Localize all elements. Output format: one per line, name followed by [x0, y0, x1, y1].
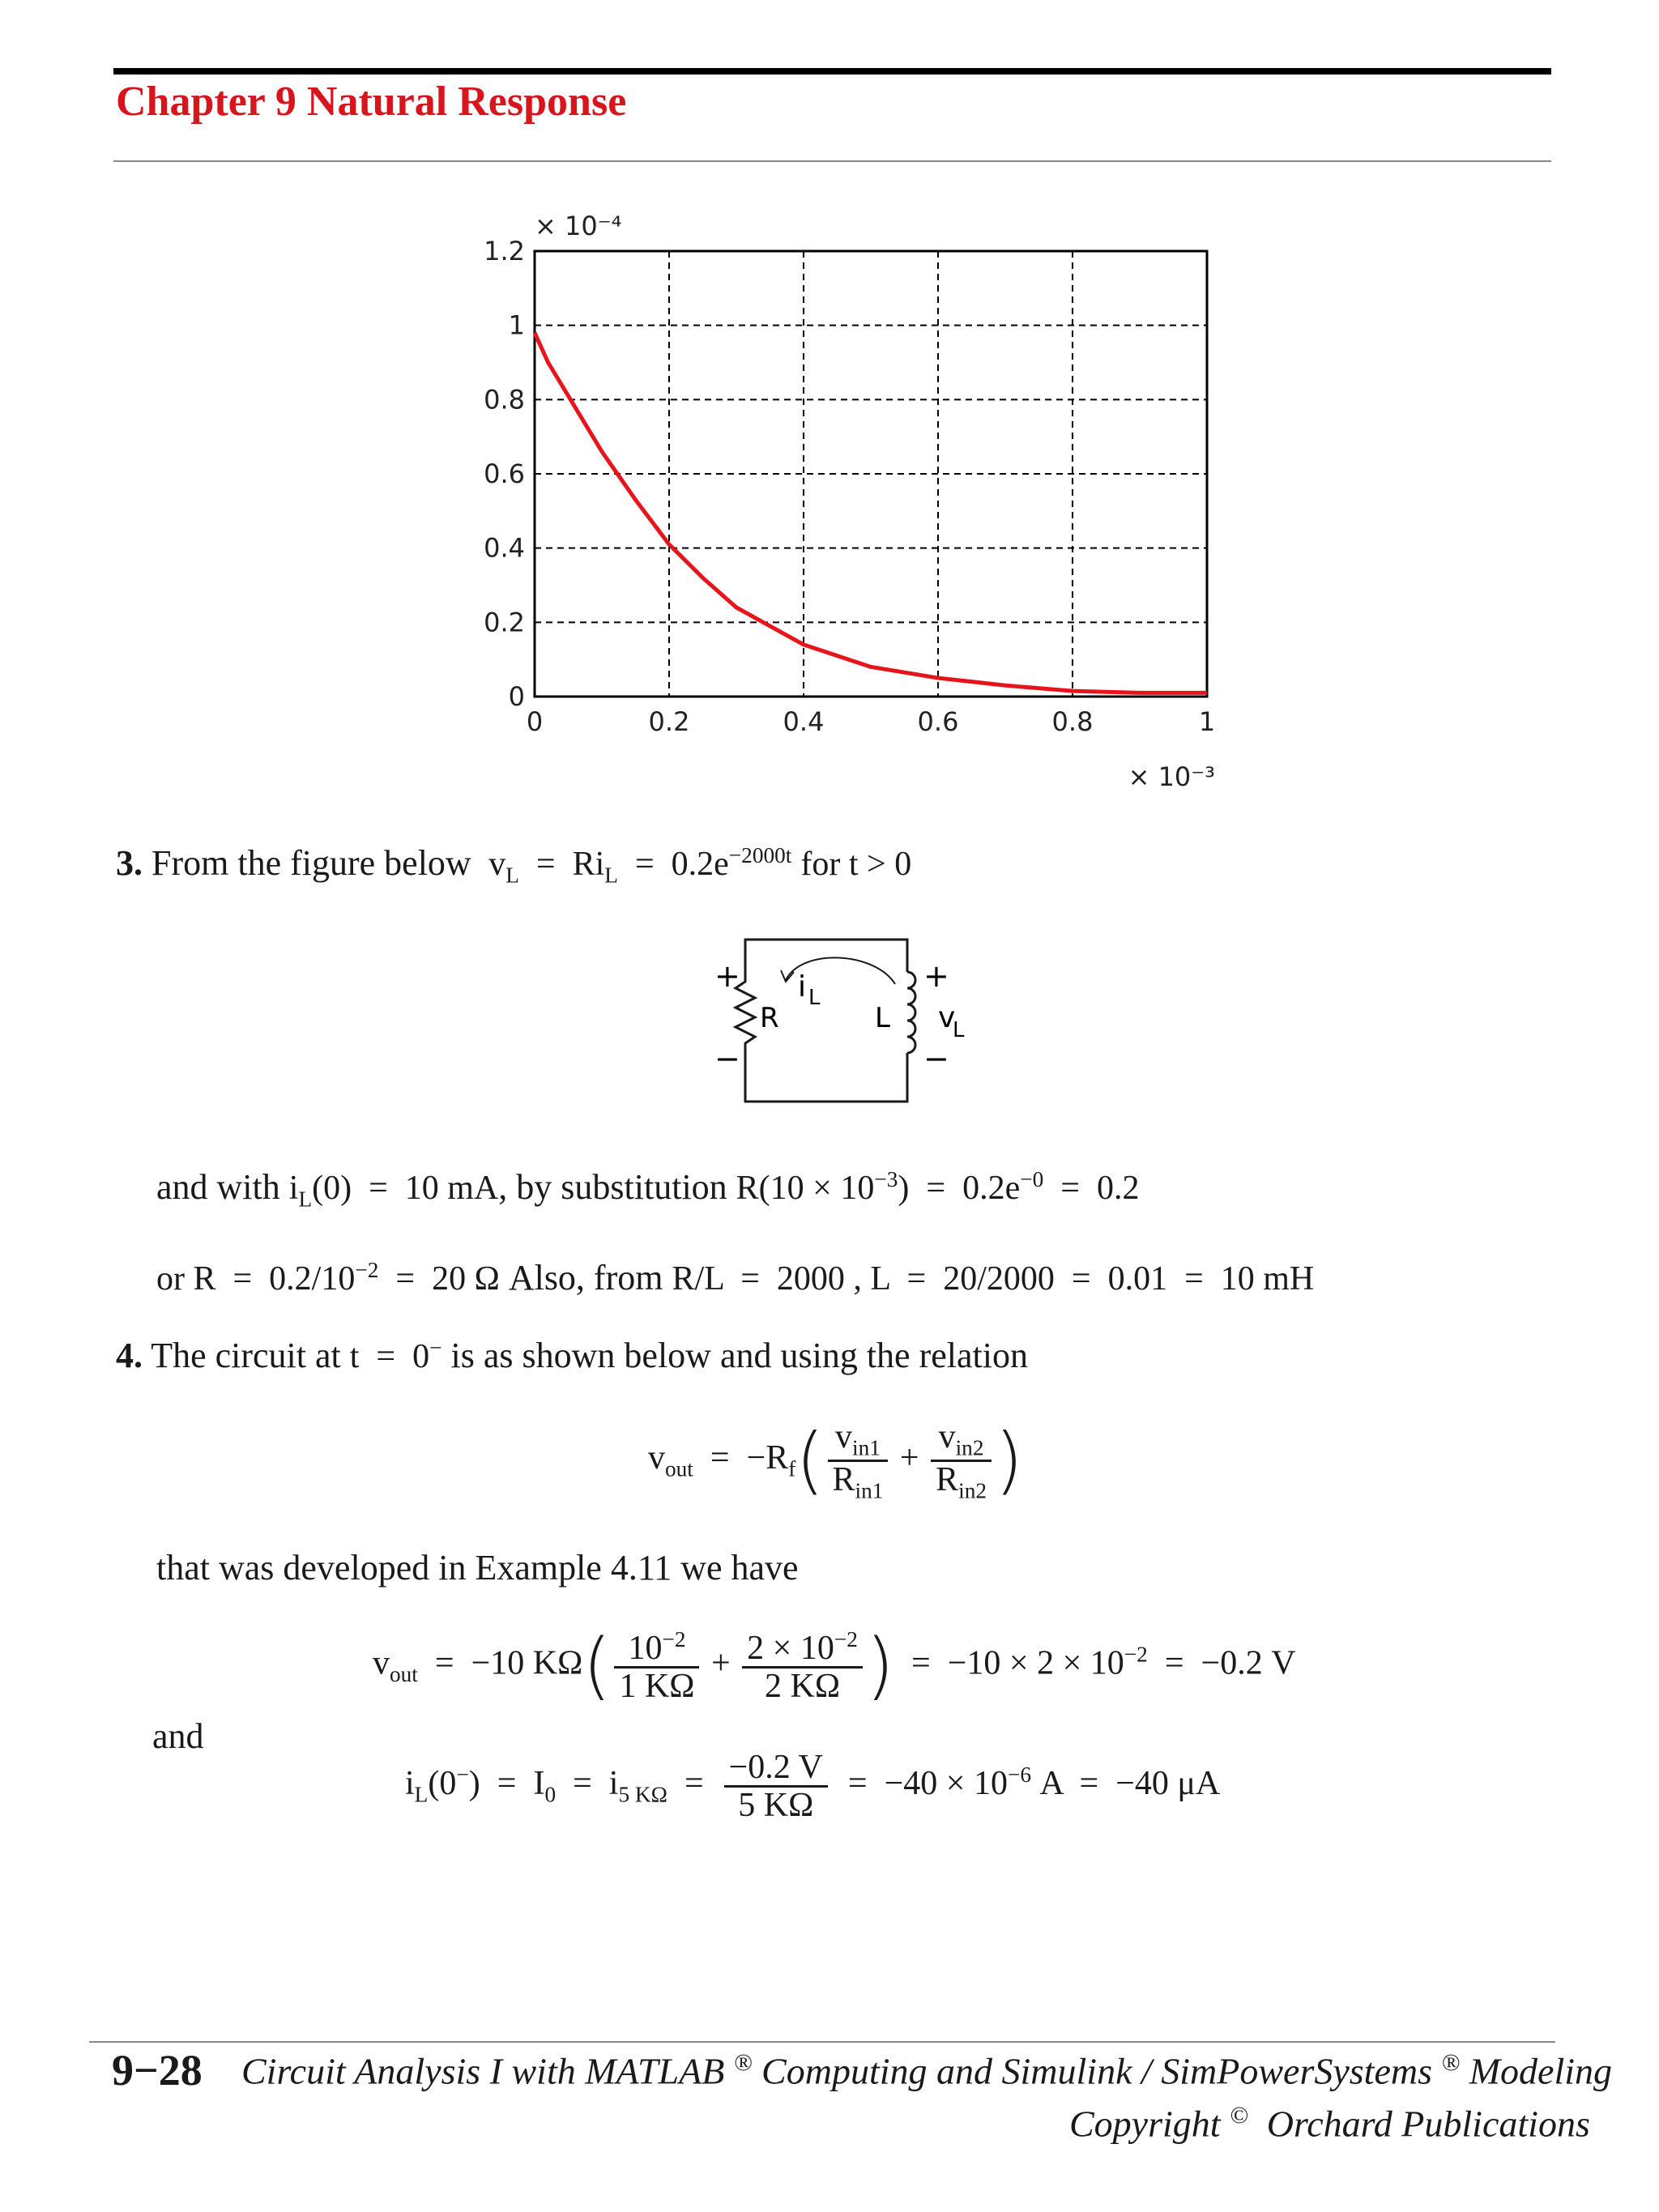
with-text: and with — [156, 1167, 280, 1207]
header-divider — [113, 160, 1551, 162]
y-multiplier-label: × 10⁻⁴ — [535, 211, 622, 241]
y-tick-label: 1.2 — [484, 236, 525, 266]
example-note: that was developed in Example 4.11 we have — [156, 1548, 799, 1588]
top-rule — [113, 68, 1551, 75]
plus-right: + — [923, 958, 949, 994]
substitution-equation: $R(10 \times 10^{-3}) = 0.2e^{-0} = 0.2$ — [736, 1167, 1140, 1207]
rl-circuit-diagram — [697, 923, 1021, 1126]
x-tick-label: 0.2 — [648, 706, 690, 737]
y-tick-label: 0.8 — [484, 384, 525, 416]
problem-3-suffix: for t > 0 — [800, 846, 912, 883]
problem-3-text: From the figure below — [151, 843, 471, 883]
voltage-label: v — [938, 1001, 956, 1034]
page-number: 9−28 — [112, 2046, 203, 2095]
minus-left: − — [714, 1041, 740, 1076]
current-label: i — [798, 970, 807, 1004]
x-tick-label: 0.8 — [1051, 706, 1094, 737]
chapter-title: Chapter 9 Natural Response — [116, 79, 627, 125]
y-tick-label: 0.6 — [484, 458, 525, 489]
current-sub: L — [808, 986, 821, 1010]
minus-right: − — [923, 1041, 949, 1076]
also-from-text: Also, from — [508, 1258, 663, 1298]
il0-equation: $i_L(0) = 10$ mA — [288, 1170, 499, 1212]
inductor-label: L — [875, 1002, 890, 1034]
x-tick-label: 0.4 — [783, 706, 825, 737]
vout-calculation: $v_{out} = -10$ KΩ( $\frac{10^{-2}}{1 K\Omega}$ + $\frac{2 \times 10^{-2}}{2 K\Omega}$ ) = $-10 \times 2 \times 10^{-2} = -0.2$ V — [373, 1623, 1296, 1709]
y-tick-label: 0.4 — [484, 532, 525, 564]
decay-chart — [454, 194, 1264, 802]
x-tick-label: 1 — [1198, 706, 1216, 737]
y-tick-label: 0.2 — [484, 607, 525, 638]
t-zero-equation: t = 0− — [349, 1336, 442, 1375]
voltage-sub: L — [953, 1018, 965, 1042]
il-calculation: $i_L(0^-) = I_0 = i_{5 K\Omega}$ = $\frac{-0.2 V}{5 K\Omega}$ = $-40 \times 10^{-6}$ A = −40 μA — [405, 1749, 1221, 1825]
problem-3-line — [116, 842, 911, 888]
footer-divider — [89, 2041, 1555, 2043]
x-tick-label: 0 — [526, 706, 544, 737]
decay-curve-line — [535, 333, 1207, 693]
plus-left: + — [714, 958, 740, 994]
resistance-equation: or $R = 0.2/10^{-2} = 20$ Ω — [156, 1258, 500, 1298]
and-label: and — [152, 1716, 204, 1756]
resistor-label: R — [760, 1002, 779, 1034]
x-tick-label: 0.6 — [917, 706, 959, 737]
vout-relation: $v_{out} = -R_f$( $\frac{v_{in1}}{R_{in1}}$ + $\frac{v_{in2}}{R_{in2}}$ ) — [648, 1417, 1024, 1503]
problem-3-equation: $v_L = Ri_L = 0.2e^{-2000t}$ — [480, 843, 792, 888]
substitution-text: , by substitution — [498, 1167, 727, 1207]
x-multiplier-label: × 10⁻³ — [1128, 761, 1215, 792]
inductance-equation: R/L = 2000 , L = 20/2000 = 0.01 = 10 mH — [672, 1260, 1315, 1298]
problem-4-line — [116, 1335, 1028, 1376]
copyright: Copyright © Orchard Publications — [1069, 2102, 1590, 2145]
problem-3-result — [156, 1257, 1314, 1298]
y-tick-label: 0 — [508, 681, 525, 712]
relation-text: is as shown below and using the relation — [450, 1336, 1028, 1375]
y-tick-label: 1 — [508, 309, 525, 341]
circuit-at-text: The circuit at — [151, 1336, 341, 1375]
book-title: Circuit Analysis I with MATLAB ® Computing and Simulink / SimPowerSystems ® Modeling — [241, 2049, 1613, 2092]
problem-3-substitution — [156, 1166, 1139, 1212]
problem-3-number: 3. — [116, 843, 143, 883]
problem-4-number: 4. — [116, 1336, 143, 1375]
